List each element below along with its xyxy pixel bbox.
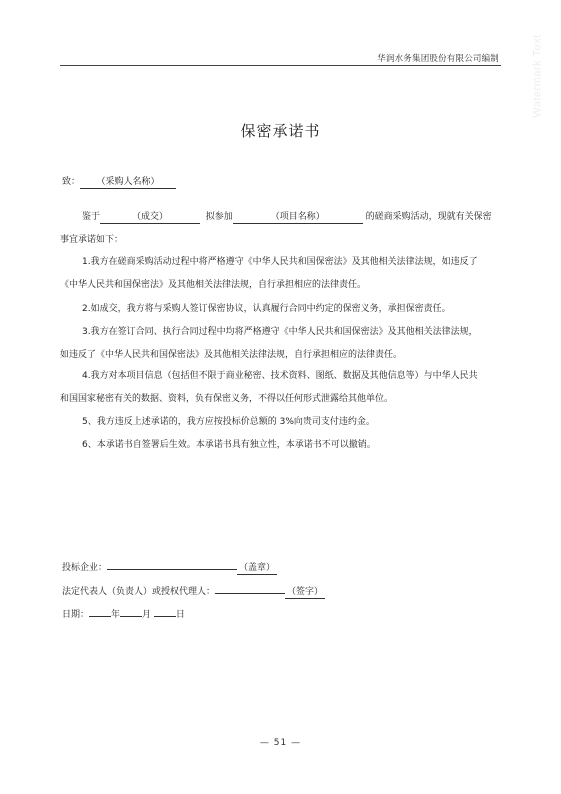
signature-representative-line [62, 586, 325, 599]
addressee-prefix: 致： [62, 177, 81, 187]
winner-blank: （成交） [100, 212, 200, 224]
signature-date-line [62, 609, 185, 621]
year-label: 年 [111, 610, 121, 620]
clause-1-line-1: 1.我方在磋商采购活动过程中将严格遵守《中华人民共和国保密法》及其他相关法律法规，如违反了 [82, 257, 478, 267]
watermark: Watermark Text [531, 34, 544, 118]
company-blank [107, 569, 237, 570]
project-name-blank: （项目名称） [233, 212, 363, 224]
clause-5-line-1: 5、我方违反上述承诺的，我方应按投标价总额的 3%向贵司支付违约金。 [82, 417, 375, 427]
header-organization: 华润水务集团股份有限公司编制 [377, 54, 499, 64]
sign-blank: （签字） [287, 587, 324, 597]
clause-1-line-2: 《中华人民共和国保密法》及其他相关法律法规，自行承担相应的法律责任。 [60, 280, 367, 290]
clause-2-line-1: 2.如成交，我方将与采购人签订保密协议，认真履行合同中约定的保密义务，承担保密责任。 [82, 304, 451, 314]
year-blank [89, 616, 111, 617]
clause-4-line-2: 和国国家秘密有关的数据、资料，负有保密义务，不得以任何形式泄露给其他单位。 [60, 394, 394, 404]
header-divider [60, 65, 501, 66]
representative-label: 法定代表人（负责人）或授权代理人： [62, 587, 216, 597]
page-number: — 51 — [259, 738, 302, 748]
intro-text-2: 拟参加 [205, 212, 233, 222]
intro-line-1 [82, 211, 492, 224]
date-label: 日期： [62, 610, 90, 620]
clause-6-line-1: 6、本承诺书自签署后生效。本承诺书具有独立性，本承诺书不可以撤销。 [82, 440, 376, 450]
intro-text-1: 鉴于 [82, 212, 101, 222]
addressee-name-blank: （采购人名称） [80, 177, 176, 189]
intro-text-3: 的磋商采购活动，现就有关保密 [365, 212, 492, 222]
company-label: 投标企业： [62, 563, 108, 573]
clause-3-line-1: 3.我方在签订合同、执行合同过程中均将严格遵守《中华人民共和国保密法》及其他相关法律法规， [82, 327, 478, 337]
clause-3-line-2: 如违反了《中华人民共和国保密法》及其他相关法律法规，自行承担相应的法律责任。 [60, 350, 403, 360]
addressee-line [62, 176, 176, 189]
signature-company-line [62, 562, 277, 575]
seal-blank: （盖章） [239, 563, 276, 573]
clause-4-line-1: 4.我方对本项目信息（包括但不限于商业秘密、技术资料、图纸、数据及其他信息等）与中华人民共 [82, 371, 478, 381]
intro-line-2: 事宜承诺如下： [60, 235, 124, 245]
month-label: 月 [142, 610, 152, 620]
page-title: 保密承诺书 [240, 122, 321, 140]
day-label: 日 [175, 610, 185, 620]
representative-blank [215, 593, 285, 594]
day-blank [154, 616, 176, 617]
month-blank [120, 616, 142, 617]
